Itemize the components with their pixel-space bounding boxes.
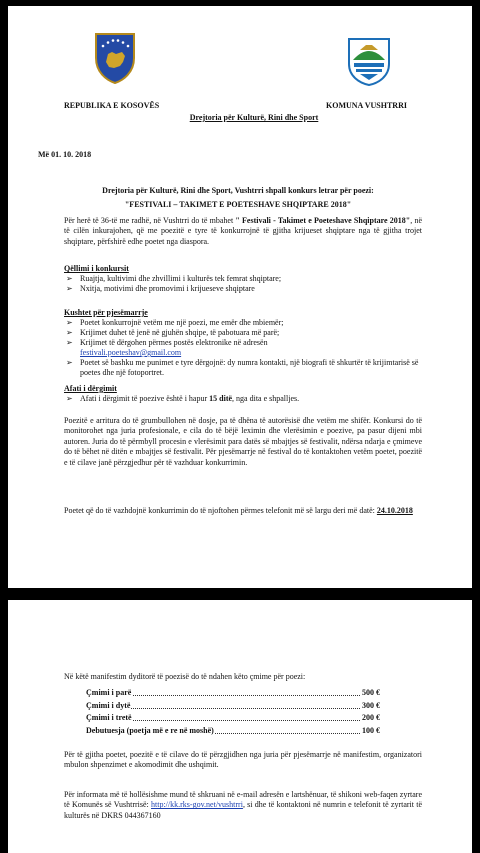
conditions-heading: Kushtet për pjesëmarrje	[64, 308, 148, 317]
deadline-text-end: , nga dita e shpalljes.	[232, 394, 300, 403]
prize-row	[86, 713, 380, 726]
list-item: ➢ Krijimet duhet të jenë në gjuhën shqipe, të pabotuara më parë;	[64, 328, 424, 338]
prize-row	[86, 688, 380, 701]
deadline-text: Afati i dërgimit të poezive është i hapur	[80, 394, 210, 403]
intro-paragraph	[64, 216, 422, 247]
vushtrri-emblem-icon	[346, 36, 392, 86]
left-org-name: REPUBLIKA E KOSOVËS	[64, 101, 160, 110]
email-instruction: Krijimet të dërgohen përmes postës elektronike në adresën	[80, 338, 268, 347]
prizes-intro: Në këtë manifestim dyditorë të poezisë do të ndahen këto çmime për poezi:	[64, 672, 306, 681]
prize-amount: 300 €	[362, 700, 380, 710]
contest-email-link[interactable]: festivali.poeteshav@gmail.com	[80, 348, 182, 357]
intro-text: Për herë të 36-të me radhë, në Vushtrri do të mbahet	[64, 216, 236, 225]
conditions-list	[64, 318, 424, 378]
right-org-name: KOMUNA VUSHTRRI	[326, 101, 407, 110]
notify-text: Poetet që do të vazhdojnë konkurrimin do të njoftohen përmes telefonit më së largu deri më datë:	[64, 506, 377, 515]
expenses-paragraph: Për të gjitha poetet, poezitë e të cilave do të përzgjidhen nga juria për pjesëmarrje në manifestim, organizatori mbulon shpenzimet e akomodimit dhe ushqimit.	[64, 750, 422, 770]
prize-label: Debutuesja (poetja më e re në moshë)	[86, 725, 214, 735]
prize-table	[86, 688, 380, 738]
intro-heading: Drejtoria për Kulturë, Rini dhe Sport, Vushtrri shpall konkurs letrar për poezi:	[102, 186, 374, 195]
document-date: Më 01. 10. 2018	[38, 150, 92, 159]
municipality-website-link[interactable]: http://kk.rks-gov.net/vushtrri	[151, 800, 243, 810]
prize-label: Çmimi i parë	[86, 688, 132, 697]
prize-label: Çmimi i tretë	[86, 713, 132, 722]
festival-name: " Festivali - Takimet e Poeteshave Shqiptare 2018"	[235, 216, 411, 225]
prize-row	[86, 701, 380, 714]
notify-date: 24.10.2018	[376, 506, 413, 515]
department-name: Drejtoria për Kulturë, Rini dhe Sport	[189, 113, 319, 122]
list-item	[64, 394, 424, 404]
prize-amount: 100 €	[362, 725, 380, 735]
document-page-2	[8, 600, 472, 853]
prize-row	[86, 726, 380, 739]
list-item	[64, 338, 424, 358]
notify-paragraph	[64, 506, 422, 516]
prize-label: Çmimi i dytë	[86, 700, 131, 710]
deadline-days: 15 ditë	[209, 394, 233, 403]
kosovo-coat-of-arms-icon	[94, 32, 136, 84]
goals-heading: Qëllimi i konkursit	[64, 264, 129, 273]
deadline-heading: Afati i dërgimit	[64, 384, 117, 393]
document-page-1	[8, 6, 472, 588]
list-item: ➢ Poetet së bashku me punimet e tyre dërgojnë: dy numra kontakti, një biografi të shkurtër të krijimtarisë së poetes dhe një fotoportret.	[64, 358, 424, 378]
prize-amount: 500 €	[362, 688, 380, 697]
goals-list	[64, 274, 424, 294]
info-text-end: , si dhe të kontaktoni në numrin e telefonit të zyrtarit të kulturës në DKRS 044367160	[64, 800, 423, 820]
deadline-list	[64, 394, 424, 404]
list-item: ➢ Ruajtja, kultivimi dhe zhvillimi i kulturës tek femrat shqiptare;	[64, 274, 424, 284]
list-item: ➢ Nxitja, motivimi dhe promovimi i krijueseve shqiptare	[64, 284, 424, 294]
prize-amount: 200 €	[362, 713, 380, 722]
info-text: Për informata më të hollësishme mund të shkruani në e-mail adresën e lartshënuar, të shikoni web-faqen zyrtare të Komunës së Vushtrrisë:	[64, 790, 422, 810]
intro-text-continued: , në të cilën inkurajohen, që me poezitë e tyre të konkurrojnë të gjitha krijueset shqiptare nga të gjitha trojet shqiptare, përfshirë edhe poetet nga diaspora.	[64, 216, 422, 246]
festival-title: "FESTIVALI – TAKIMET E POETESHAVE SHQIPTARE 2018"	[124, 200, 352, 209]
list-item: ➢ Poetet konkurrojnë vetëm me një poezi, me emër dhe mbiemër;	[64, 318, 424, 328]
process-paragraph: Poezitë e arritura do të grumbullohen në dosje, pa të dhëna të autorësisë dhe vetëm me shifër. Konkursi do të monitorohet nga juria profesionale, e cila do të bëjë leximin dhe vlerësimin e poezive, pa pasur dijeni mbi autoren. Juria do të përmbyll procesin e vlerësimit para datës së mbajtjes së festivalit, ndërsa ndarja e çmimeve do të bëhet në ditën e mbajtjes së festivalit. Për pjesëmarrje në festival do të kontaktohen vetëm poetet, poezitë e të cilave janë përzgjedhur për të vazhduar konkurrimin.	[64, 416, 422, 467]
info-paragraph	[64, 790, 422, 821]
